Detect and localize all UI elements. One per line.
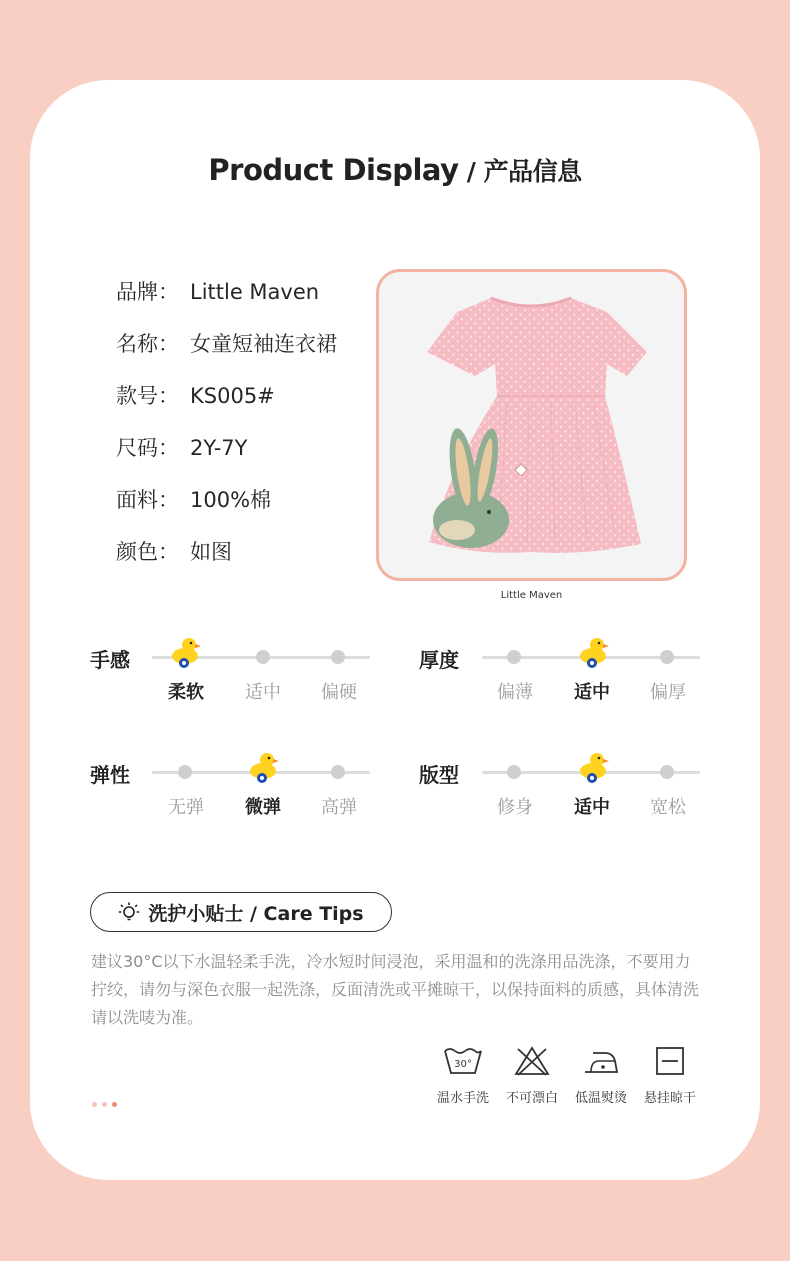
lightbulb-icon	[118, 901, 140, 923]
scale-option-thin: 偏薄	[497, 682, 533, 703]
product-photo	[376, 269, 687, 581]
scale-option-high-stretch: 高弹	[321, 797, 357, 818]
care-tips-text: 建议30°C以下水温轻柔手洗，冷水短时间浸泡，采用温和的洗涤用品洗涤，不要用力拧绞，请勿与深色衣服一起洗涤，反面清洗或平摊晾干，以保持面料的质感，具体清洗请以洗唛为准。	[91, 952, 700, 1027]
care-item-no-bleach: 不可漂白	[497, 1045, 567, 1106]
care-item-hang-dry: 悬挂晾干	[635, 1045, 705, 1106]
photo-caption: Little Maven	[500, 590, 563, 601]
scale-dot	[256, 650, 270, 664]
spec-color: 颜色： 如图	[116, 540, 232, 564]
scale-label-elasticity: 弹性	[90, 763, 130, 787]
scale-option-slight-stretch: 微弹	[245, 797, 281, 818]
scale-dot	[178, 765, 192, 779]
scale-dot	[660, 650, 674, 664]
scale-dot	[507, 650, 521, 664]
scale-label-hand-feel: 手感	[90, 648, 130, 672]
scale-dot	[507, 765, 521, 779]
page-title: Product Display / 产品信息	[208, 153, 582, 187]
scale-option-thick: 偏厚	[650, 682, 686, 703]
scale-dot	[331, 650, 345, 664]
scale-option-no-stretch: 无弹	[168, 797, 204, 818]
page-dot	[92, 1102, 97, 1107]
duck-marker-icon	[247, 749, 279, 785]
care-tips-pill	[90, 892, 392, 932]
care-item-hand-wash: 30° 温水手洗	[428, 1045, 498, 1106]
scale-option-medium: 适中	[245, 682, 281, 703]
low-iron-icon	[581, 1045, 621, 1077]
scale-dot	[660, 765, 674, 779]
spec-size: 尺码： 2Y-7Y	[116, 436, 248, 460]
hang-dry-icon	[650, 1045, 690, 1077]
scale-option-slim: 修身	[497, 797, 533, 818]
spec-fabric: 面料： 100%棉	[116, 488, 272, 512]
duck-marker-icon	[577, 634, 609, 670]
scale-option-hard: 偏硬	[321, 682, 357, 703]
scale-label-fit: 版型	[419, 763, 459, 787]
care-item-low-iron: 低温熨烫	[566, 1045, 636, 1106]
scale-dot	[331, 765, 345, 779]
duck-marker-icon	[169, 634, 201, 670]
spec-brand: 品牌： Little Maven	[116, 280, 320, 304]
page-dot-active	[112, 1102, 117, 1107]
care-tips-label: 洗护小贴士 / Care Tips	[148, 902, 364, 925]
spec-name: 名称： 女童短袖连衣裙	[116, 332, 337, 356]
duck-marker-icon	[577, 749, 609, 785]
scale-label-thickness: 厚度	[419, 648, 459, 672]
page-dot	[102, 1102, 107, 1107]
page-indicator	[92, 1092, 122, 1111]
dress-illustration	[379, 272, 684, 578]
scale-option-regular: 适中	[574, 797, 610, 818]
no-bleach-icon	[512, 1045, 552, 1077]
scale-option-soft: 柔软	[168, 682, 204, 703]
svg-text:30°: 30°	[454, 1059, 472, 1070]
spec-style-number: 款号： KS005#	[116, 384, 275, 408]
hand-wash-30-icon	[443, 1045, 483, 1077]
scale-option-medium: 适中	[574, 682, 610, 703]
scale-option-loose: 宽松	[650, 797, 686, 818]
